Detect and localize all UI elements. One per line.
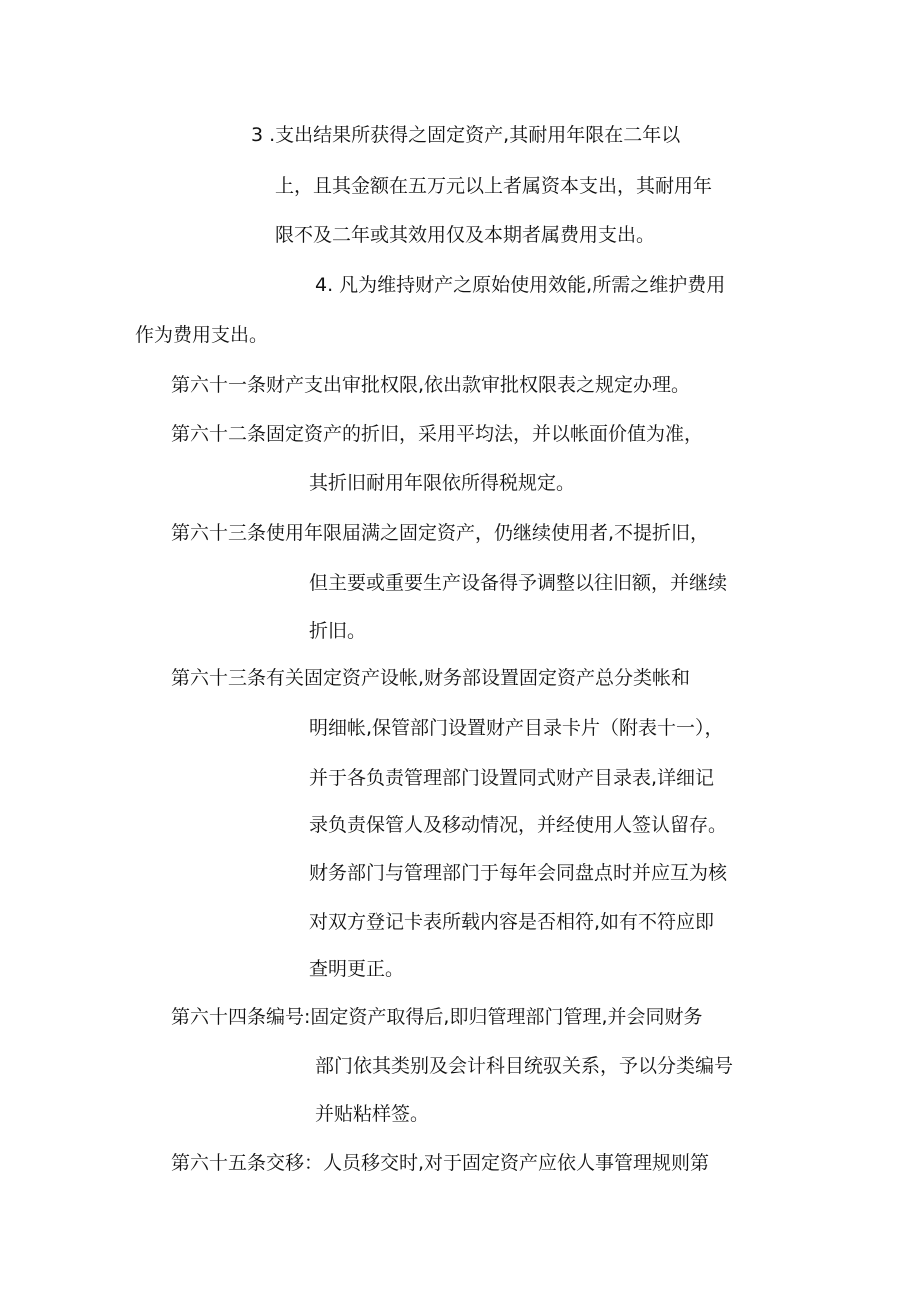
text-line-article-63-b: 但主要或重要生产设备得予调整以往旧额，并继续 [309, 572, 728, 594]
text-line-article-63b-a: 第六十三条有关固定资产设帐,财务部设置固定资产总分类帐和 [171, 667, 691, 689]
text-line-item-3-a: 3 .支出结果所获得之固定资产,其耐用年限在二年以 [251, 124, 681, 146]
text-line-article-64-c: 并贴粘样签。 [315, 1103, 430, 1125]
text-line-article-63-a: 第六十三条使用年限届满之固定资产，仍继续使用者,不提折旧， [171, 522, 710, 544]
text-line-article-61: 第六十一条财产支出审批权限,依出款审批权限表之规定办理。 [171, 374, 691, 396]
text-line-article-63b-b: 明细帐,保管部门设置财产目录卡片（附表十一）， [309, 717, 724, 739]
text-line-article-62-a: 第六十二条固定资产的折旧，采用平均法，并以帐面价值为准， [171, 423, 704, 445]
text-line-article-63b-d: 录负责保管人及移动情况，并经使用人签认留存。 [309, 814, 728, 836]
text-line-article-64-a: 第六十四条编号:固定资产取得后,即归管理部门管理,并会同财务 [171, 1006, 703, 1028]
text-line-item-4-a: 4. 凡为维持财产之原始使用效能,所需之维护费用 [315, 274, 726, 296]
text-line-article-63b-c: 并于各负责管理部门设置同式财产目录表,详细记 [309, 767, 715, 789]
text-line-item-3-b: 上，且其金额在五万元以上者属资本支出，其耐用年 [275, 175, 713, 197]
text-line-article-63-c: 折旧。 [309, 620, 367, 642]
text-line-article-63b-f: 对双方登记卡表所载内容是否相符,如有不符应即 [309, 911, 715, 933]
text-line-article-62-b: 其折旧耐用年限依所得税规定。 [309, 472, 576, 494]
text-line-item-3-c: 限不及二年或其效用仅及本期者属费用支出。 [275, 224, 656, 246]
text-line-article-63b-e: 财务部门与管理部门于每年会同盘点时并应互为核 [309, 862, 728, 884]
text-line-article-65-a: 第六十五条交移：人员移交时,对于固定资产应依人事管理规则第 [171, 1152, 710, 1174]
text-line-article-63b-g: 查明更正。 [309, 958, 405, 980]
text-line-article-64-b: 部门依其类别及会计科目统驭关系，予以分类编号 [315, 1055, 734, 1077]
text-line-item-4-b: 作为费用支出。 [135, 324, 269, 346]
